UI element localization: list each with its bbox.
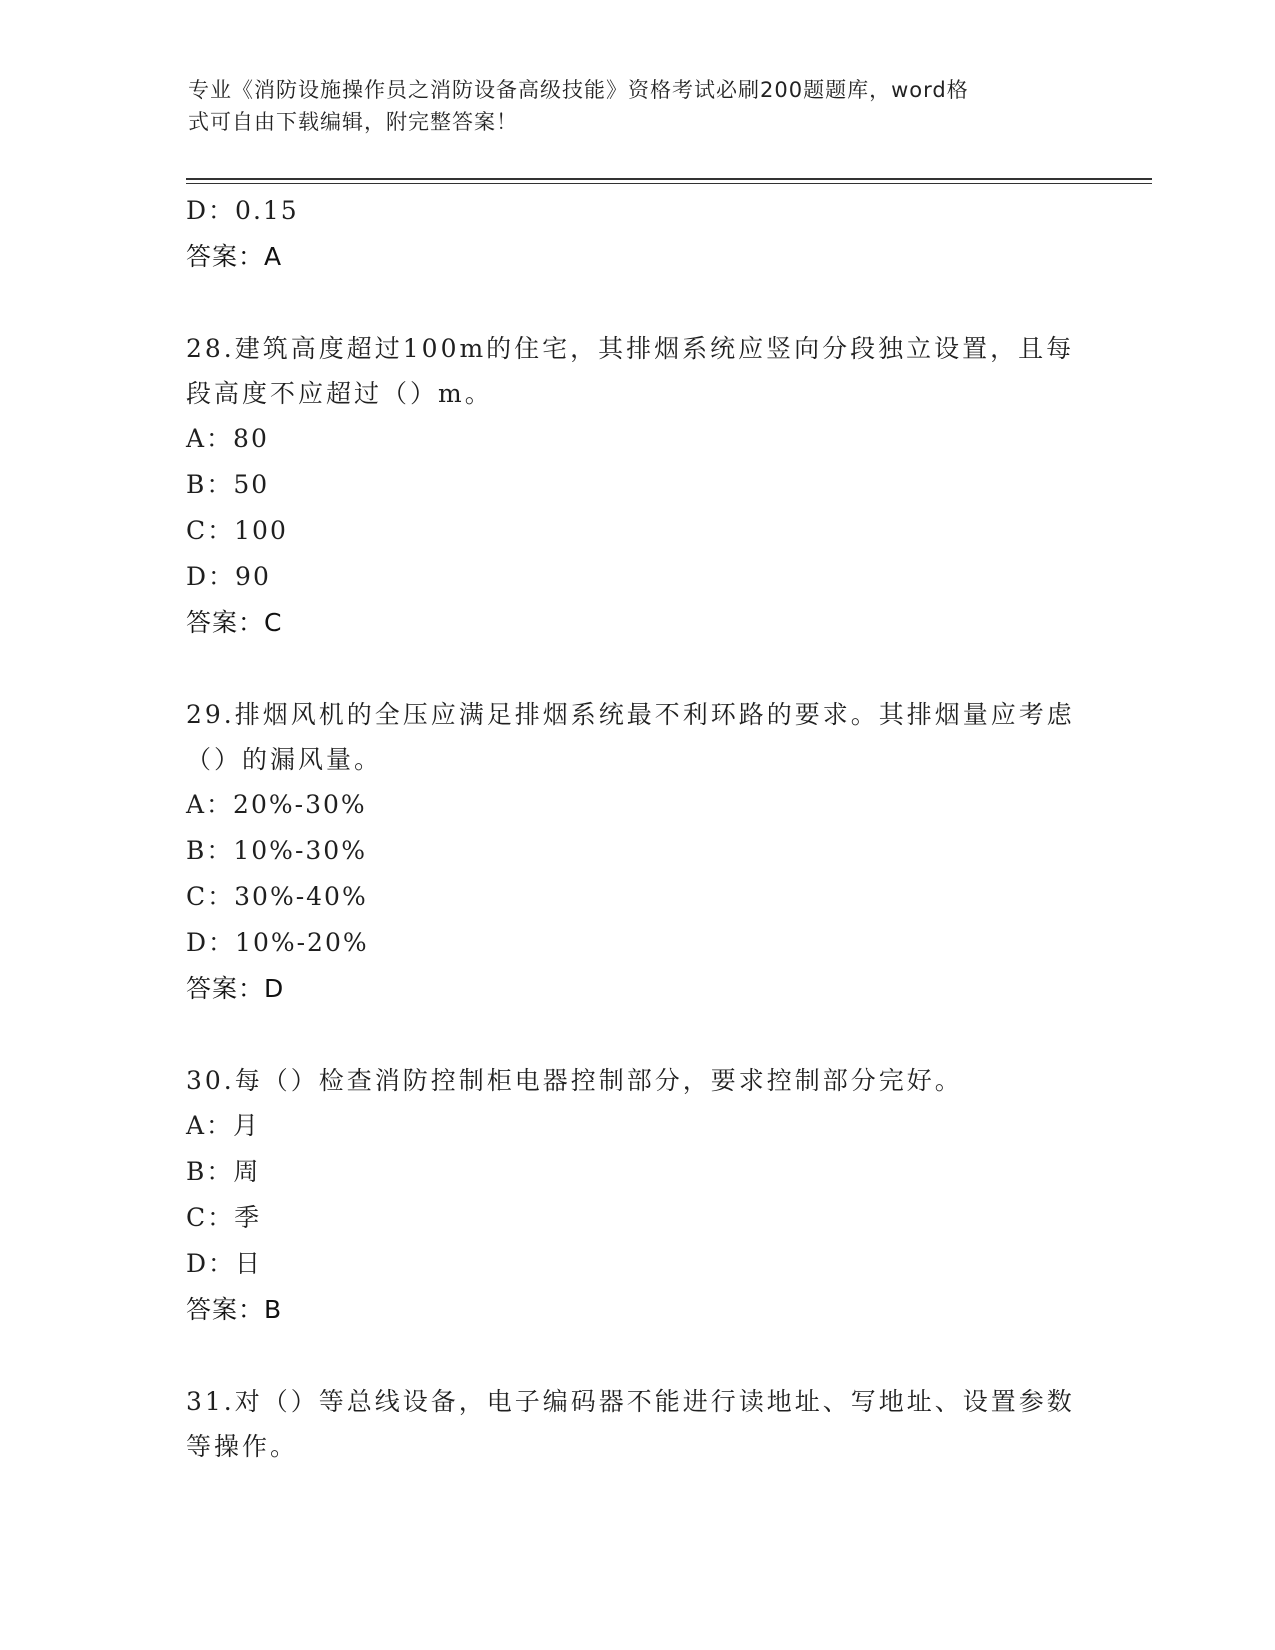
option-d: D：日 [186, 1249, 263, 1278]
question-31 [186, 1379, 1086, 1469]
answer: 答案：D [186, 974, 285, 1003]
option-b: B：50 [186, 470, 270, 499]
prev-option-d: D：0.15 [186, 196, 299, 225]
option-c: C：季 [186, 1203, 262, 1232]
document-header [188, 74, 1088, 138]
question-29 [186, 692, 1086, 1012]
option-c: C：30%-40% [186, 882, 368, 911]
option-c: C：100 [186, 516, 288, 545]
option-b: B：10%-30% [186, 836, 367, 865]
option-a: A：月 [186, 1111, 261, 1140]
header-title-line2: 式可自由下载编辑，附完整答案！ [188, 110, 518, 134]
header-title-line1: 专业《消防设施操作员之消防设备高级技能》资格考试必刷200题题库，word格 [188, 78, 969, 102]
prev-answer: 答案：A [186, 242, 283, 271]
option-d: D：10%-20% [186, 928, 369, 957]
question-stem: 28.建筑高度超过100m的住宅，其排烟系统应竖向分段独立设置，且每段高度不应超过（）m。 [186, 334, 1075, 408]
question-list [186, 188, 1086, 1469]
header-divider-thick [186, 178, 1152, 180]
option-d: D：90 [186, 562, 271, 591]
question-stem: 31.对（）等总线设备，电子编码器不能进行读地址、写地址、设置参数等操作。 [186, 1387, 1075, 1461]
answer: 答案：B [186, 1295, 283, 1324]
question-stem: 29.排烟风机的全压应满足排烟系统最不利环路的要求。其排烟量应考虑（）的漏风量。 [186, 700, 1075, 774]
option-a: A：20%-30% [186, 790, 367, 819]
question-stem: 30.每（）检查消防控制柜电器控制部分，要求控制部分完好。 [186, 1066, 963, 1095]
option-b: B：周 [186, 1157, 261, 1186]
header-divider-thin [186, 183, 1152, 184]
answer: 答案：C [186, 608, 283, 637]
question-28 [186, 326, 1086, 646]
question-30 [186, 1058, 1086, 1333]
option-a: A：80 [186, 424, 269, 453]
